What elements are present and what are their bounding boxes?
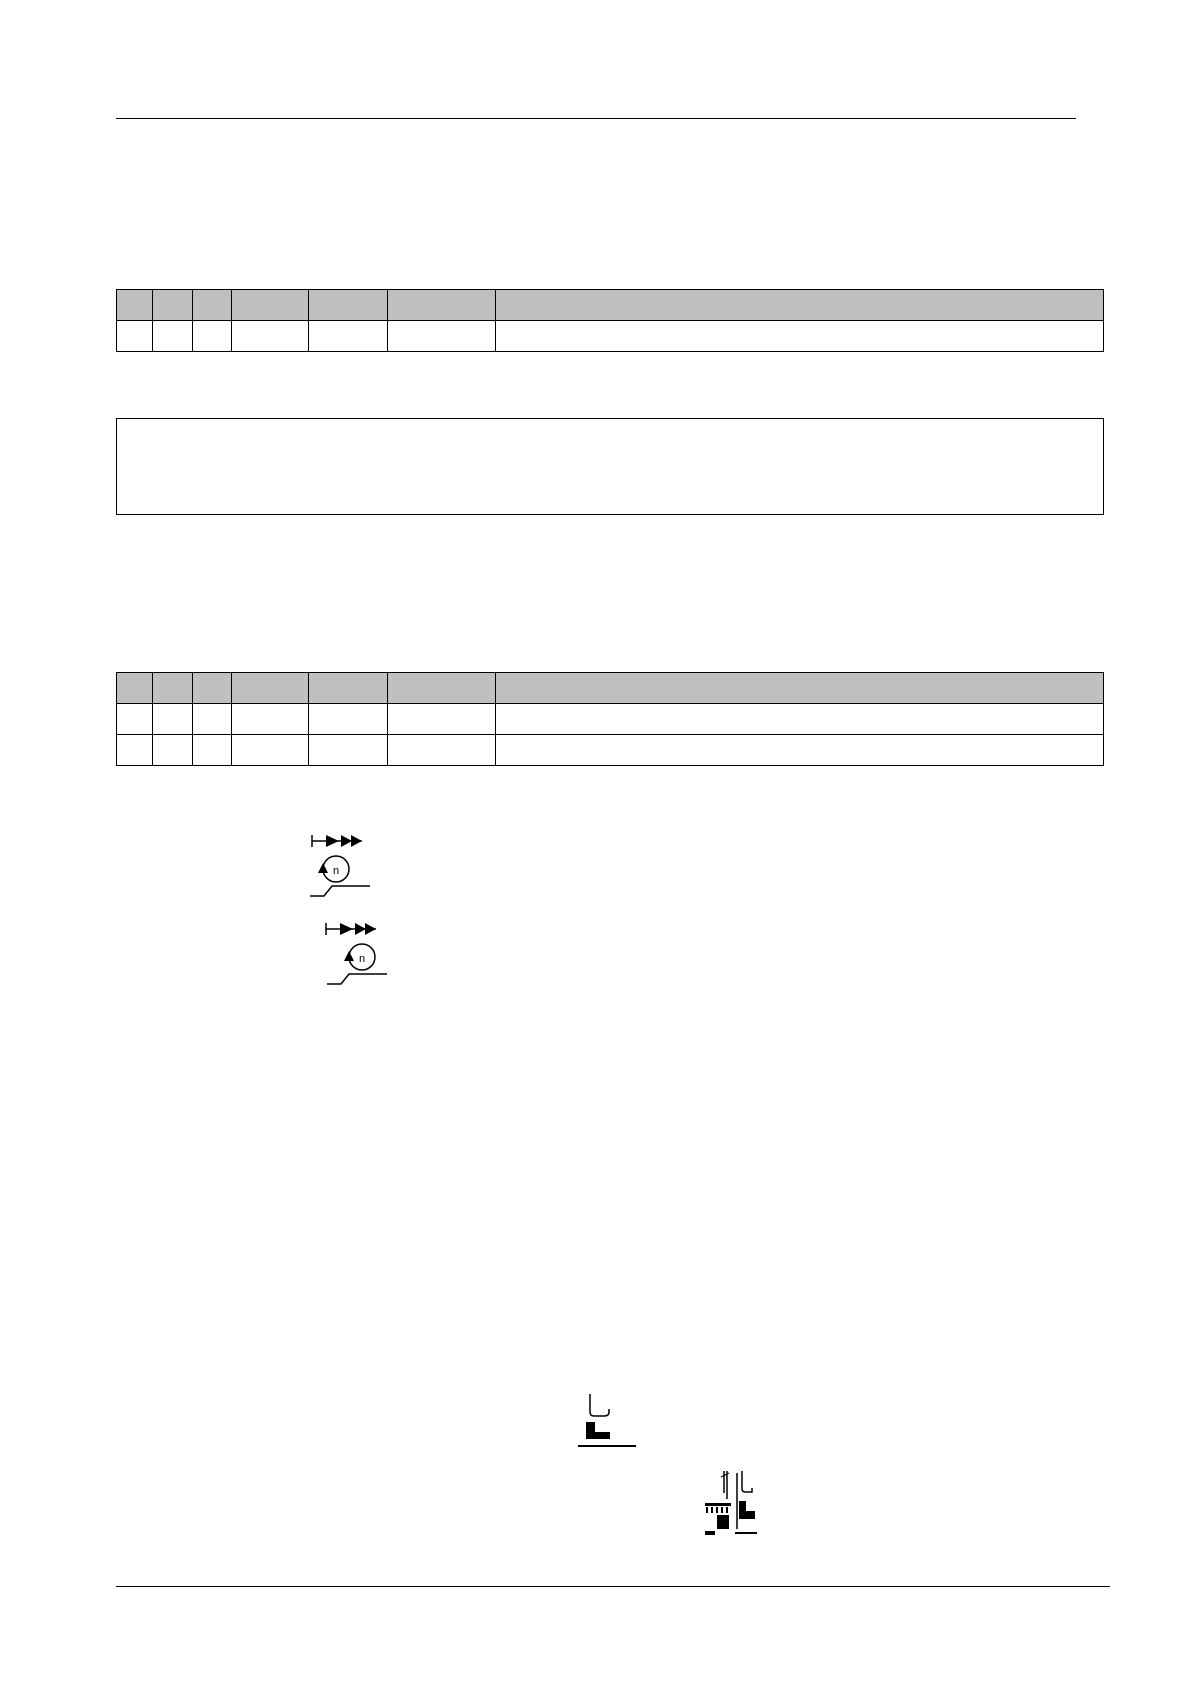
- table-cell: [117, 321, 153, 352]
- parameter-table-2: [116, 672, 1104, 766]
- table-cell: [309, 704, 388, 735]
- table-cell: [232, 735, 309, 766]
- table-cell: [496, 321, 1104, 352]
- needle-and-presser-foot-icon: [703, 1469, 767, 1537]
- header-cell: [388, 290, 496, 321]
- presser-foot-lift-icon: [578, 1392, 638, 1448]
- header-cell: [153, 290, 193, 321]
- parameter-table-1: [116, 289, 1104, 352]
- table-cell: [496, 704, 1104, 735]
- table-cell: [153, 321, 193, 352]
- header-cell: [388, 673, 496, 704]
- header-cell: [309, 290, 388, 321]
- footer-rule: [116, 1586, 1110, 1587]
- table-cell: [117, 735, 153, 766]
- header-cell: [193, 673, 232, 704]
- table-row: [117, 735, 1104, 766]
- table-row: [117, 321, 1104, 352]
- header-cell: [232, 290, 309, 321]
- table-cell: [309, 735, 388, 766]
- table-cell: [388, 735, 496, 766]
- header-cell: [309, 673, 388, 704]
- header-cell: [117, 290, 153, 321]
- header-rule: [116, 118, 1076, 119]
- header-cell: [193, 290, 232, 321]
- table-header-row: [117, 290, 1104, 321]
- table-cell: [232, 704, 309, 735]
- table-cell: [388, 704, 496, 735]
- table-cell: [193, 704, 232, 735]
- table-cell: [193, 735, 232, 766]
- icon-letter: n: [358, 953, 366, 965]
- table-header-row: [117, 673, 1104, 704]
- table-row: [117, 704, 1104, 735]
- table-cell: [193, 321, 232, 352]
- header-cell: [496, 673, 1104, 704]
- table-cell: [232, 321, 309, 352]
- table-cell: [309, 321, 388, 352]
- header-cell: [153, 673, 193, 704]
- table-cell: [117, 704, 153, 735]
- header-cell: [232, 673, 309, 704]
- table-cell: [153, 735, 193, 766]
- icon-letter: n: [332, 865, 340, 877]
- header-cell: [117, 673, 153, 704]
- table-cell: [496, 735, 1104, 766]
- notice-box: [116, 418, 1104, 515]
- table-cell: [388, 321, 496, 352]
- header-cell: [496, 290, 1104, 321]
- table-cell: [153, 704, 193, 735]
- backtack-speed-icon: [310, 834, 374, 900]
- backtack-speed-icon: [324, 922, 388, 988]
